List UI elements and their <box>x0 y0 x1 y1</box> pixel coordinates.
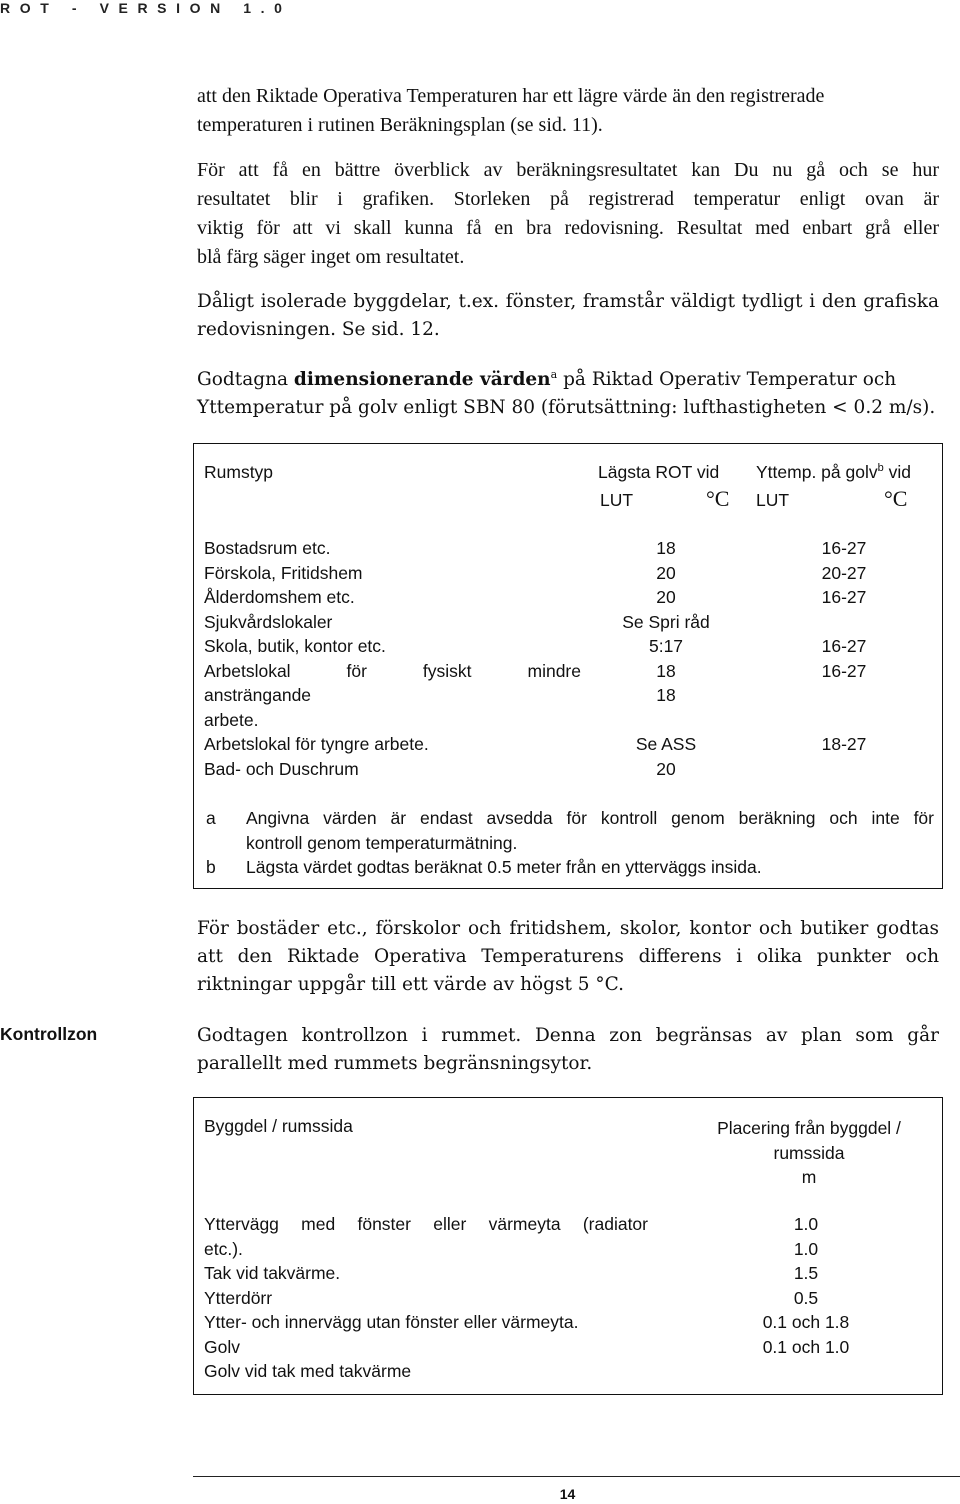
control-zone-table <box>193 1097 943 1395</box>
bold-term: dimensionerande värden <box>293 369 551 390</box>
table-row <box>194 708 941 733</box>
table-row <box>194 1286 941 1311</box>
table-row <box>194 659 941 684</box>
table-row <box>194 1237 941 1262</box>
paragraph-line: blå färg säger inget om resultatet. <box>197 246 465 268</box>
table-header-room-type: Rumstyp <box>204 462 274 482</box>
table-row <box>194 1212 941 1237</box>
rot-cell: 20 <box>656 587 676 607</box>
table-row <box>194 1335 941 1360</box>
building-part-cell: Tak vid takvärme. <box>204 1263 341 1283</box>
paragraph-line: För att få en bättre överblick av beräkningsresultatet kan Du nu gå och se hur <box>197 159 939 181</box>
footnote-text: kontroll genom temperaturmätning. <box>246 832 518 853</box>
table-header-distance <box>684 1116 934 1190</box>
rot-cell: 18 <box>656 685 676 705</box>
table-header-lowest-rot: Lägsta ROT vid <box>598 462 720 482</box>
table-header-floor-temp <box>756 462 911 483</box>
header-text: Yttemp. på golv <box>756 462 878 482</box>
table-body <box>194 1212 941 1384</box>
building-part-cell: etc.). <box>204 1238 243 1259</box>
footer-rule <box>193 1476 960 1477</box>
footnote-mark: a <box>206 808 216 828</box>
paragraph-line: att den Riktade Operativa Temperaturen har ett lägre värde än den registrerade <box>197 85 825 107</box>
rot-cell: Se Spri råd <box>622 611 710 632</box>
paragraph-line: redovisningen. Se sid. 12. <box>197 319 440 340</box>
header-line: Placering från byggdel / <box>717 1118 901 1138</box>
paragraph-6 <box>197 1022 939 1078</box>
table-row <box>194 536 941 561</box>
floor-temp-cell: 16-27 <box>821 587 867 607</box>
paragraph-line: Godtagen kontrollzon i rummet. Denna zon begränsas av plan som går <box>197 1025 939 1046</box>
floor-temp-cell: 16-27 <box>821 538 867 558</box>
room-type-cell: Arbetslokal för fysiskt mindre <box>204 660 581 681</box>
building-part-cell: Ytter- och innervägg utan fönster eller värmeyta. <box>204 1312 579 1332</box>
table-row <box>194 561 941 586</box>
rot-cell: 20 <box>656 562 676 583</box>
room-type-cell: Ålderdomshem etc. <box>204 587 355 607</box>
paragraph-line: parallellt med rummets begränsningsytor. <box>197 1053 593 1074</box>
building-part-cell: Yttervägg med fönster eller värmeyta (radiator <box>204 1214 648 1234</box>
footnote-a <box>194 806 941 831</box>
distance-cell: 1.0 <box>793 1214 819 1234</box>
table-body <box>194 536 941 781</box>
paragraph-line: resultatet blir i grafiken. Storleken på registrerad temperatur enligt ovan är <box>197 188 939 210</box>
room-type-cell: Sjukvårdslokaler <box>204 611 333 632</box>
table-header-unit: °C <box>706 486 730 511</box>
building-part-cell: Ytterdörr <box>204 1287 273 1308</box>
paragraph-line: För bostäder etc., förskolor och fritidshem, skolor, kontor och butiker godtas <box>197 918 939 939</box>
distance-cell: 0.1 och 1.0 <box>762 1336 850 1357</box>
rot-cell: 20 <box>656 758 676 779</box>
floor-temp-cell: 16-27 <box>821 636 867 656</box>
paragraph-5 <box>197 915 939 999</box>
table-row <box>194 634 941 659</box>
paragraph-line: att den Riktade Operativa Temperaturens differens i olika punkter och <box>197 946 939 967</box>
building-part-cell: Golv vid tak med takvärme <box>204 1361 412 1381</box>
table-footnotes <box>194 806 941 880</box>
room-type-cell: Bostadsrum etc. <box>204 538 331 558</box>
table-row <box>194 610 941 635</box>
room-type-cell: Bad- och Duschrum <box>204 758 359 779</box>
header-line: m <box>801 1167 817 1187</box>
room-type-cell: ansträngande <box>204 685 312 705</box>
paragraph-3 <box>197 288 939 344</box>
building-part-cell: Golv <box>204 1336 240 1357</box>
running-header: ROT - VERSION 1.0 <box>0 0 292 16</box>
table-header-lut: LUT <box>600 490 634 510</box>
paragraph-2 <box>197 156 939 272</box>
table-row <box>194 1310 941 1335</box>
paragraph-line: Yttemperatur på golv enligt SBN 80 (förutsättning: lufthastigheten < 0.2 m/s). <box>197 397 936 418</box>
distance-cell: 1.5 <box>793 1263 819 1283</box>
paragraph-1 <box>197 82 824 140</box>
floor-temp-cell: 16-27 <box>821 660 867 681</box>
footnote-a-cont <box>194 831 941 856</box>
room-type-cell: Arbetslokal för tyngre arbete. <box>204 734 429 754</box>
distance-cell: 1.0 <box>793 1238 819 1259</box>
floor-temp-cell: 18-27 <box>821 734 867 754</box>
room-type-cell: arbete. <box>204 709 259 730</box>
table-row <box>194 757 941 782</box>
footnote-marker: b <box>877 462 884 475</box>
rot-cell: 18 <box>656 538 676 558</box>
paragraph-line: riktningar uppgår till ett värde av högst 5 °C. <box>197 974 625 995</box>
room-type-cell: Förskola, Fritidshem <box>204 562 363 583</box>
table-row <box>194 1359 941 1384</box>
footnote-marker: a <box>550 367 558 381</box>
footnote-b <box>194 855 941 880</box>
distance-cell: 0.1 och 1.8 <box>762 1312 850 1332</box>
page-number: 14 <box>559 1486 576 1502</box>
header-text: vid <box>883 462 911 482</box>
table-row <box>194 1261 941 1286</box>
paragraph-text: på Riktad Operativ Temperatur och <box>557 369 897 390</box>
room-type-cell: Skola, butik, kontor etc. <box>204 636 386 656</box>
paragraph-text: Godtagna <box>197 369 294 390</box>
distance-cell: 0.5 <box>793 1287 819 1308</box>
table-row <box>194 585 941 610</box>
header-line: rumssida <box>773 1142 845 1163</box>
table-header-building-part: Byggdel / rumssida <box>204 1116 353 1136</box>
footnote-mark: b <box>206 857 216 877</box>
rot-cell: 18 <box>656 660 676 681</box>
rot-cell: 5:17 <box>648 636 684 656</box>
footnote-text: Lägsta värdet godtas beräknat 0.5 meter från en ytterväggs insida. <box>246 857 762 877</box>
table-row <box>194 683 941 708</box>
table-header-unit: °C <box>884 486 908 511</box>
table-header-lut: LUT <box>756 490 790 510</box>
paragraph-4 <box>197 366 939 422</box>
floor-temp-cell: 20-27 <box>821 562 867 583</box>
footnote-text: Angivna värden är endast avsedda för kontroll genom beräkning och inte för <box>246 808 934 828</box>
temperature-table <box>193 443 943 889</box>
side-heading: Kontrollzon <box>0 1024 98 1044</box>
paragraph-line: viktig för att vi skall kunna få en bra redovisning. Resultat med enbart grå eller <box>197 217 939 239</box>
paragraph-line: Dåligt isolerade byggdelar, t.ex. fönster, framstår väldigt tydligt i den grafiska <box>197 291 939 312</box>
rot-cell: Se ASS <box>635 734 697 754</box>
table-row <box>194 732 941 757</box>
paragraph-line: temperaturen i rutinen Beräkningsplan (se sid. 11). <box>197 114 603 136</box>
paragraph-line <box>197 366 939 394</box>
